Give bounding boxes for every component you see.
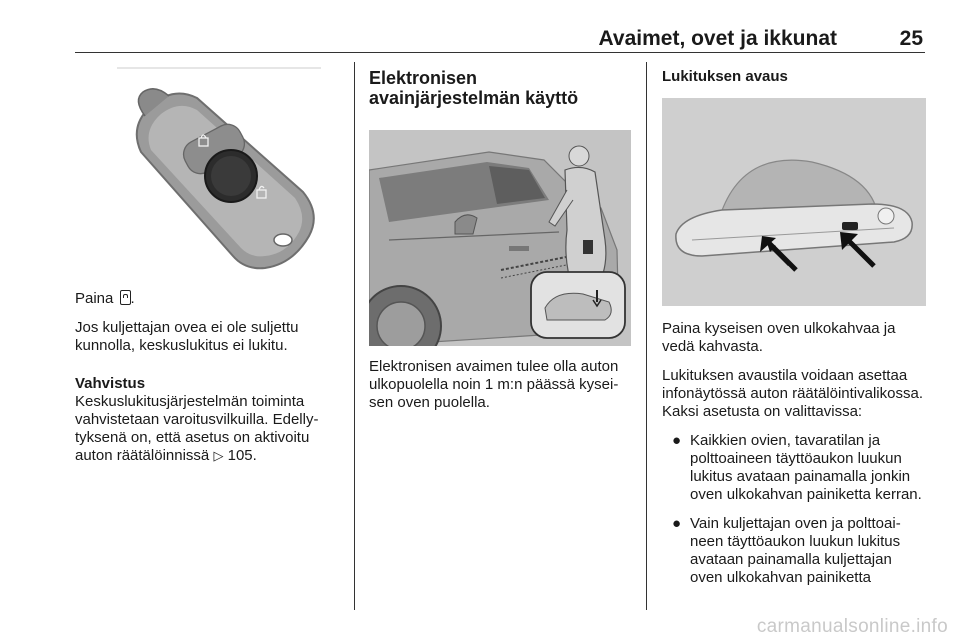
header-rule (75, 52, 925, 53)
list-item (662, 515, 928, 587)
press-instruction (75, 290, 337, 308)
section-heading-unlocking: Lukituksen avaus (662, 68, 788, 85)
electronic-key-paragraph: Elektronisen avaimen tulee olla auton ulkopuolella noin 1 m:n päässä kyseisen oven puolella. (369, 358, 619, 411)
chapter-title: Avaimet, ovet ja ikkunat (598, 27, 837, 50)
watermark: carmanualsonline.info (756, 616, 948, 637)
car-and-person-illustration (369, 130, 631, 346)
list-item (662, 432, 928, 504)
door-handle-illustration (662, 98, 926, 306)
right-column (662, 68, 928, 598)
press-label: Paina (75, 290, 114, 307)
section-heading-electronic-key: Elektronisen avainjärjestelmän käyttö (369, 68, 579, 108)
column-divider-left (354, 62, 355, 610)
bullet-icon: ● (672, 432, 682, 449)
column-divider-right (646, 62, 647, 610)
unlocking-options-list (662, 432, 928, 587)
lock-key-icon (120, 290, 131, 305)
middle-column (369, 68, 633, 423)
page-header (75, 24, 925, 54)
bullet-icon: ● (672, 515, 682, 532)
press-end: . (130, 290, 135, 307)
unlocking-paragraph-1: Paina kyseisen oven ulkokahvaa ja vedä kahvasta. (662, 320, 896, 355)
left-column (75, 66, 337, 476)
list-item-text: Kaikkien ovien, tavaratilan ja polttoaineen täyttöaukon luukun lukitus avataan painamalla jonkin oven ulkokahvan painiketta kerran. (690, 432, 922, 503)
confirmation-heading: Vahvistus (75, 375, 146, 392)
list-item-text: Vain kuljettajan oven ja polttoaineen täyttöaukon luukun lukitus avataan painamalla kuljettajan oven ulkokahvan painiketta (690, 515, 901, 586)
confirmation-text: Keskuslukitusjärjestelmän toiminta vahvistetaan varoitusvilkuilla. Edellytyksenä on, että asetus on aktivoitu auton räätälöinnissä (75, 393, 319, 464)
page-number: 25 (899, 27, 923, 50)
page-reference-icon: ▷ (213, 448, 224, 463)
confirmation-paragraph (75, 393, 337, 465)
key-fob-illustration (85, 66, 335, 276)
reference-page: 105. (227, 447, 257, 464)
door-not-closed-note: Jos kuljettajan ovea ei ole suljettu kunnolla, keskuslukitus ei lukitu. (75, 319, 299, 354)
unlocking-paragraph-2: Lukituksen avaustila voidaan asettaa infonäytössä auton räätälöintivalikossa. Kaksi asetusta on valittavissa: (662, 367, 923, 420)
